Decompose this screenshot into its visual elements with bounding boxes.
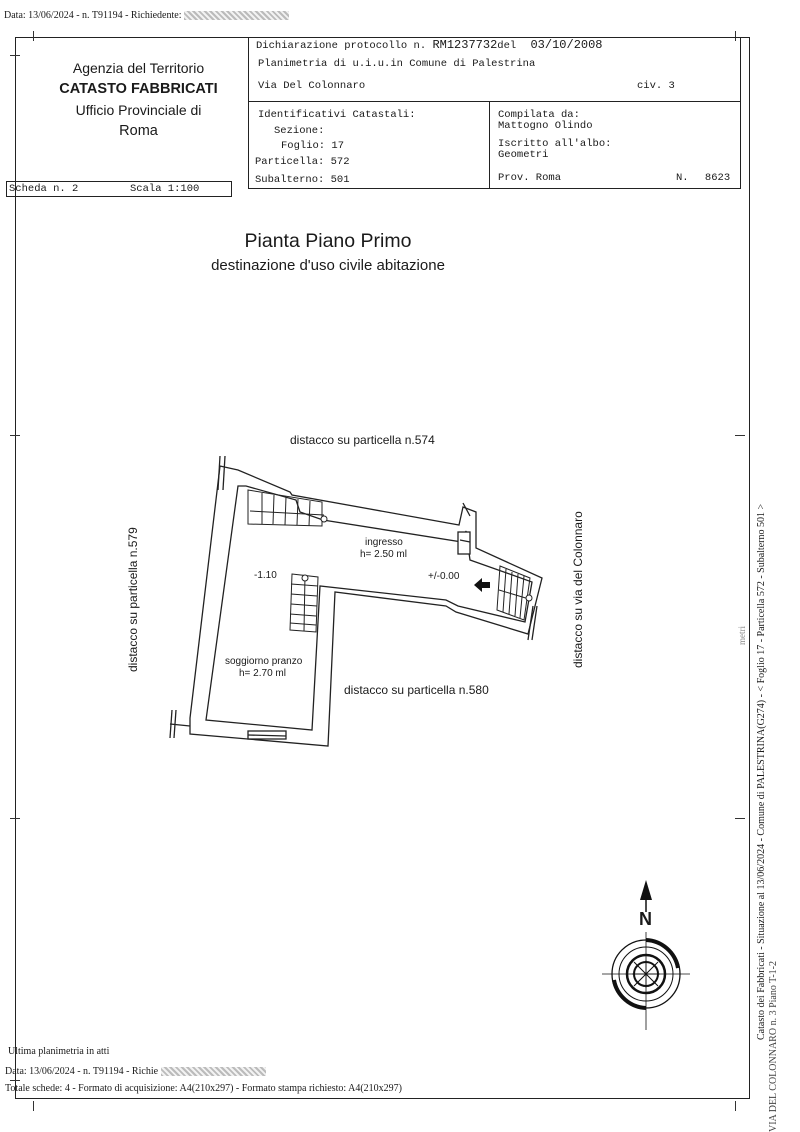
staircase-top bbox=[248, 490, 327, 526]
room-ingresso-height: h= 2.50 ml bbox=[360, 549, 407, 560]
compiler-name: Mattogno Olindo bbox=[498, 120, 593, 132]
side-faint-text: metri bbox=[737, 626, 747, 645]
boundary-wall bbox=[170, 724, 190, 726]
entrance-arrow-icon bbox=[474, 578, 490, 592]
office-city: Roma bbox=[119, 123, 158, 139]
boundary-wall bbox=[223, 456, 225, 490]
left-boundary-label: distacco su particella n.579 bbox=[126, 527, 140, 672]
scheda-number: Scheda n. 2 bbox=[9, 183, 79, 195]
identifiers-title: Identificativi Catastali: bbox=[258, 109, 416, 121]
bottom-boundary-label: distacco su particella n.580 bbox=[344, 683, 489, 697]
plan-title: Pianta Piano Primo bbox=[244, 230, 412, 252]
level-left: -1.10 bbox=[254, 570, 277, 581]
protocol-number: RM1237732 bbox=[432, 38, 498, 52]
outer-wall bbox=[190, 466, 542, 746]
top-boundary-label: distacco su particella n.574 bbox=[290, 433, 435, 447]
right-boundary-label: distacco su via del Colonnaro bbox=[571, 511, 585, 668]
sezione-label: Sezione: bbox=[274, 125, 325, 137]
date-label: del bbox=[497, 40, 517, 52]
street-name: Via Del Colonnaro bbox=[258, 80, 366, 92]
redacted-requester-footer bbox=[161, 1067, 266, 1076]
entrance-door bbox=[458, 532, 470, 554]
planimetry-line: Planimetria di u.i.u.in Comune di Palestrina bbox=[258, 58, 536, 70]
level-right: +/-0.00 bbox=[428, 571, 460, 582]
side-address-text: VIA DEL COLONNARO n. 3 Piano T-1-2 bbox=[768, 960, 779, 1132]
compiler-title: Compilata da: bbox=[498, 109, 580, 121]
civic-label: civ. bbox=[637, 80, 663, 92]
footer-format-line: Totale schede: 4 - Formato di acquisizione: A4(210x297) - Formato stampa richiesto: A4(210x297) bbox=[5, 1083, 402, 1094]
plan-subtitle: destinazione d'uso civile abitazione bbox=[211, 257, 445, 274]
footer-request-line bbox=[5, 1066, 266, 1077]
north-compass-icon bbox=[602, 880, 690, 1030]
subalterno-label: Subalterno: bbox=[255, 174, 325, 186]
particella-value: 572 bbox=[330, 156, 350, 168]
declaration-date: 03/10/2008 bbox=[530, 38, 603, 52]
particella-label: Particella: bbox=[255, 156, 325, 168]
room-soggiorno-name: soggiorno pranzo bbox=[225, 656, 303, 667]
albo-label: Iscritto all'albo: bbox=[498, 138, 612, 150]
side-status-text: Catasto dei Fabbricati - Situazione al 13/06/2024 - Comune di PALESTRINA(G274) - < Foglio 17 - Particella 572 - Subalterno 501 > bbox=[756, 503, 767, 1040]
cadastre-title: CATASTO FABBRICATI bbox=[59, 81, 218, 97]
declaration-label: Dichiarazione protocollo n. bbox=[256, 40, 427, 52]
staircase-middle bbox=[290, 574, 318, 632]
scheda-scale: Scala 1:100 bbox=[130, 183, 200, 195]
foglio-label: Foglio: bbox=[281, 140, 326, 152]
footer-request-text: Data: 13/06/2024 - n. T91194 - Richie bbox=[5, 1066, 159, 1077]
office-name: Ufficio Provinciale di bbox=[75, 102, 202, 118]
civic-value: 3 bbox=[668, 80, 675, 92]
registration-value: 8623 bbox=[704, 172, 731, 184]
subalterno-value: 501 bbox=[330, 174, 350, 186]
room-ingresso-name: ingresso bbox=[365, 537, 403, 548]
registration-label: N. bbox=[676, 172, 689, 184]
last-plan-note: Ultima planimetria in atti bbox=[8, 1046, 110, 1057]
foglio-value: 17 bbox=[331, 140, 345, 152]
request-line-text: Data: 13/06/2024 - n. T91194 - Richiedente: bbox=[4, 10, 182, 21]
province: Prov. Roma bbox=[498, 172, 562, 184]
albo-value: Geometri bbox=[498, 149, 549, 161]
room-soggiorno-height: h= 2.70 ml bbox=[239, 668, 286, 679]
north-label: N bbox=[639, 909, 652, 929]
agency-name: Agenzia del Territorio bbox=[72, 60, 205, 76]
